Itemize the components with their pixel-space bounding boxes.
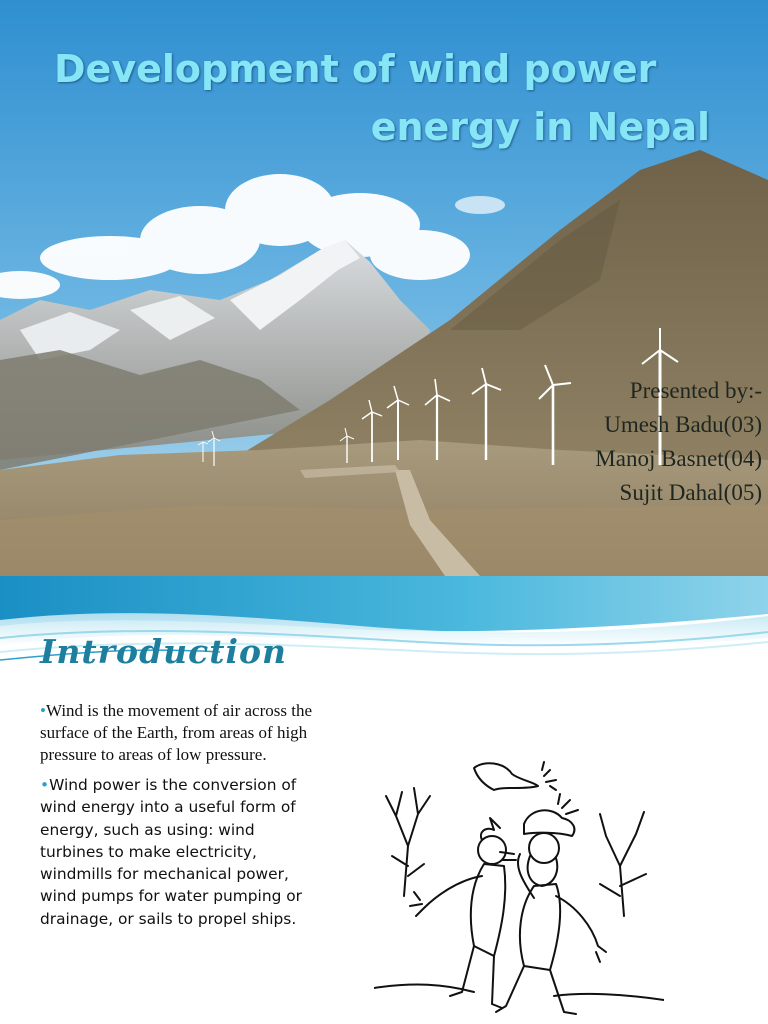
bullet-list — [40, 700, 315, 930]
presenters-list — [502, 374, 762, 510]
slide-title — [30, 40, 710, 156]
bullet-text: Wind is the movement of air across the surface of the Earth, from areas of high pressure to areas of low pressure. — [40, 701, 313, 764]
introduction-slide — [0, 576, 768, 1024]
presenters-heading: Presented by:- — [629, 378, 762, 403]
slide-title-line-2: energy in Nepal — [370, 105, 710, 149]
bullet-text: Wind power is the conversion of wind energy into a useful form of energy, such as using: wind turbines to make electricity, windmills for mechanical power, wind pumps for water pumping or drainage, or sails to propel ships. — [40, 776, 302, 928]
presenter-name: Sujit Dahal(05) — [619, 480, 762, 505]
slide-heading: Introduction — [40, 632, 288, 671]
presenter-name: Manoj Basnet(04) — [595, 446, 762, 471]
presenter-name: Umesh Badu(03) — [604, 412, 762, 437]
slide-title-line-1: Development of wind power — [54, 47, 657, 91]
windy-day-cartoon-illustration — [374, 756, 664, 1024]
bullet-item — [40, 700, 315, 766]
bullet-marker: • — [40, 701, 46, 720]
bullet-item — [40, 774, 315, 930]
bullet-marker: • — [40, 776, 50, 794]
